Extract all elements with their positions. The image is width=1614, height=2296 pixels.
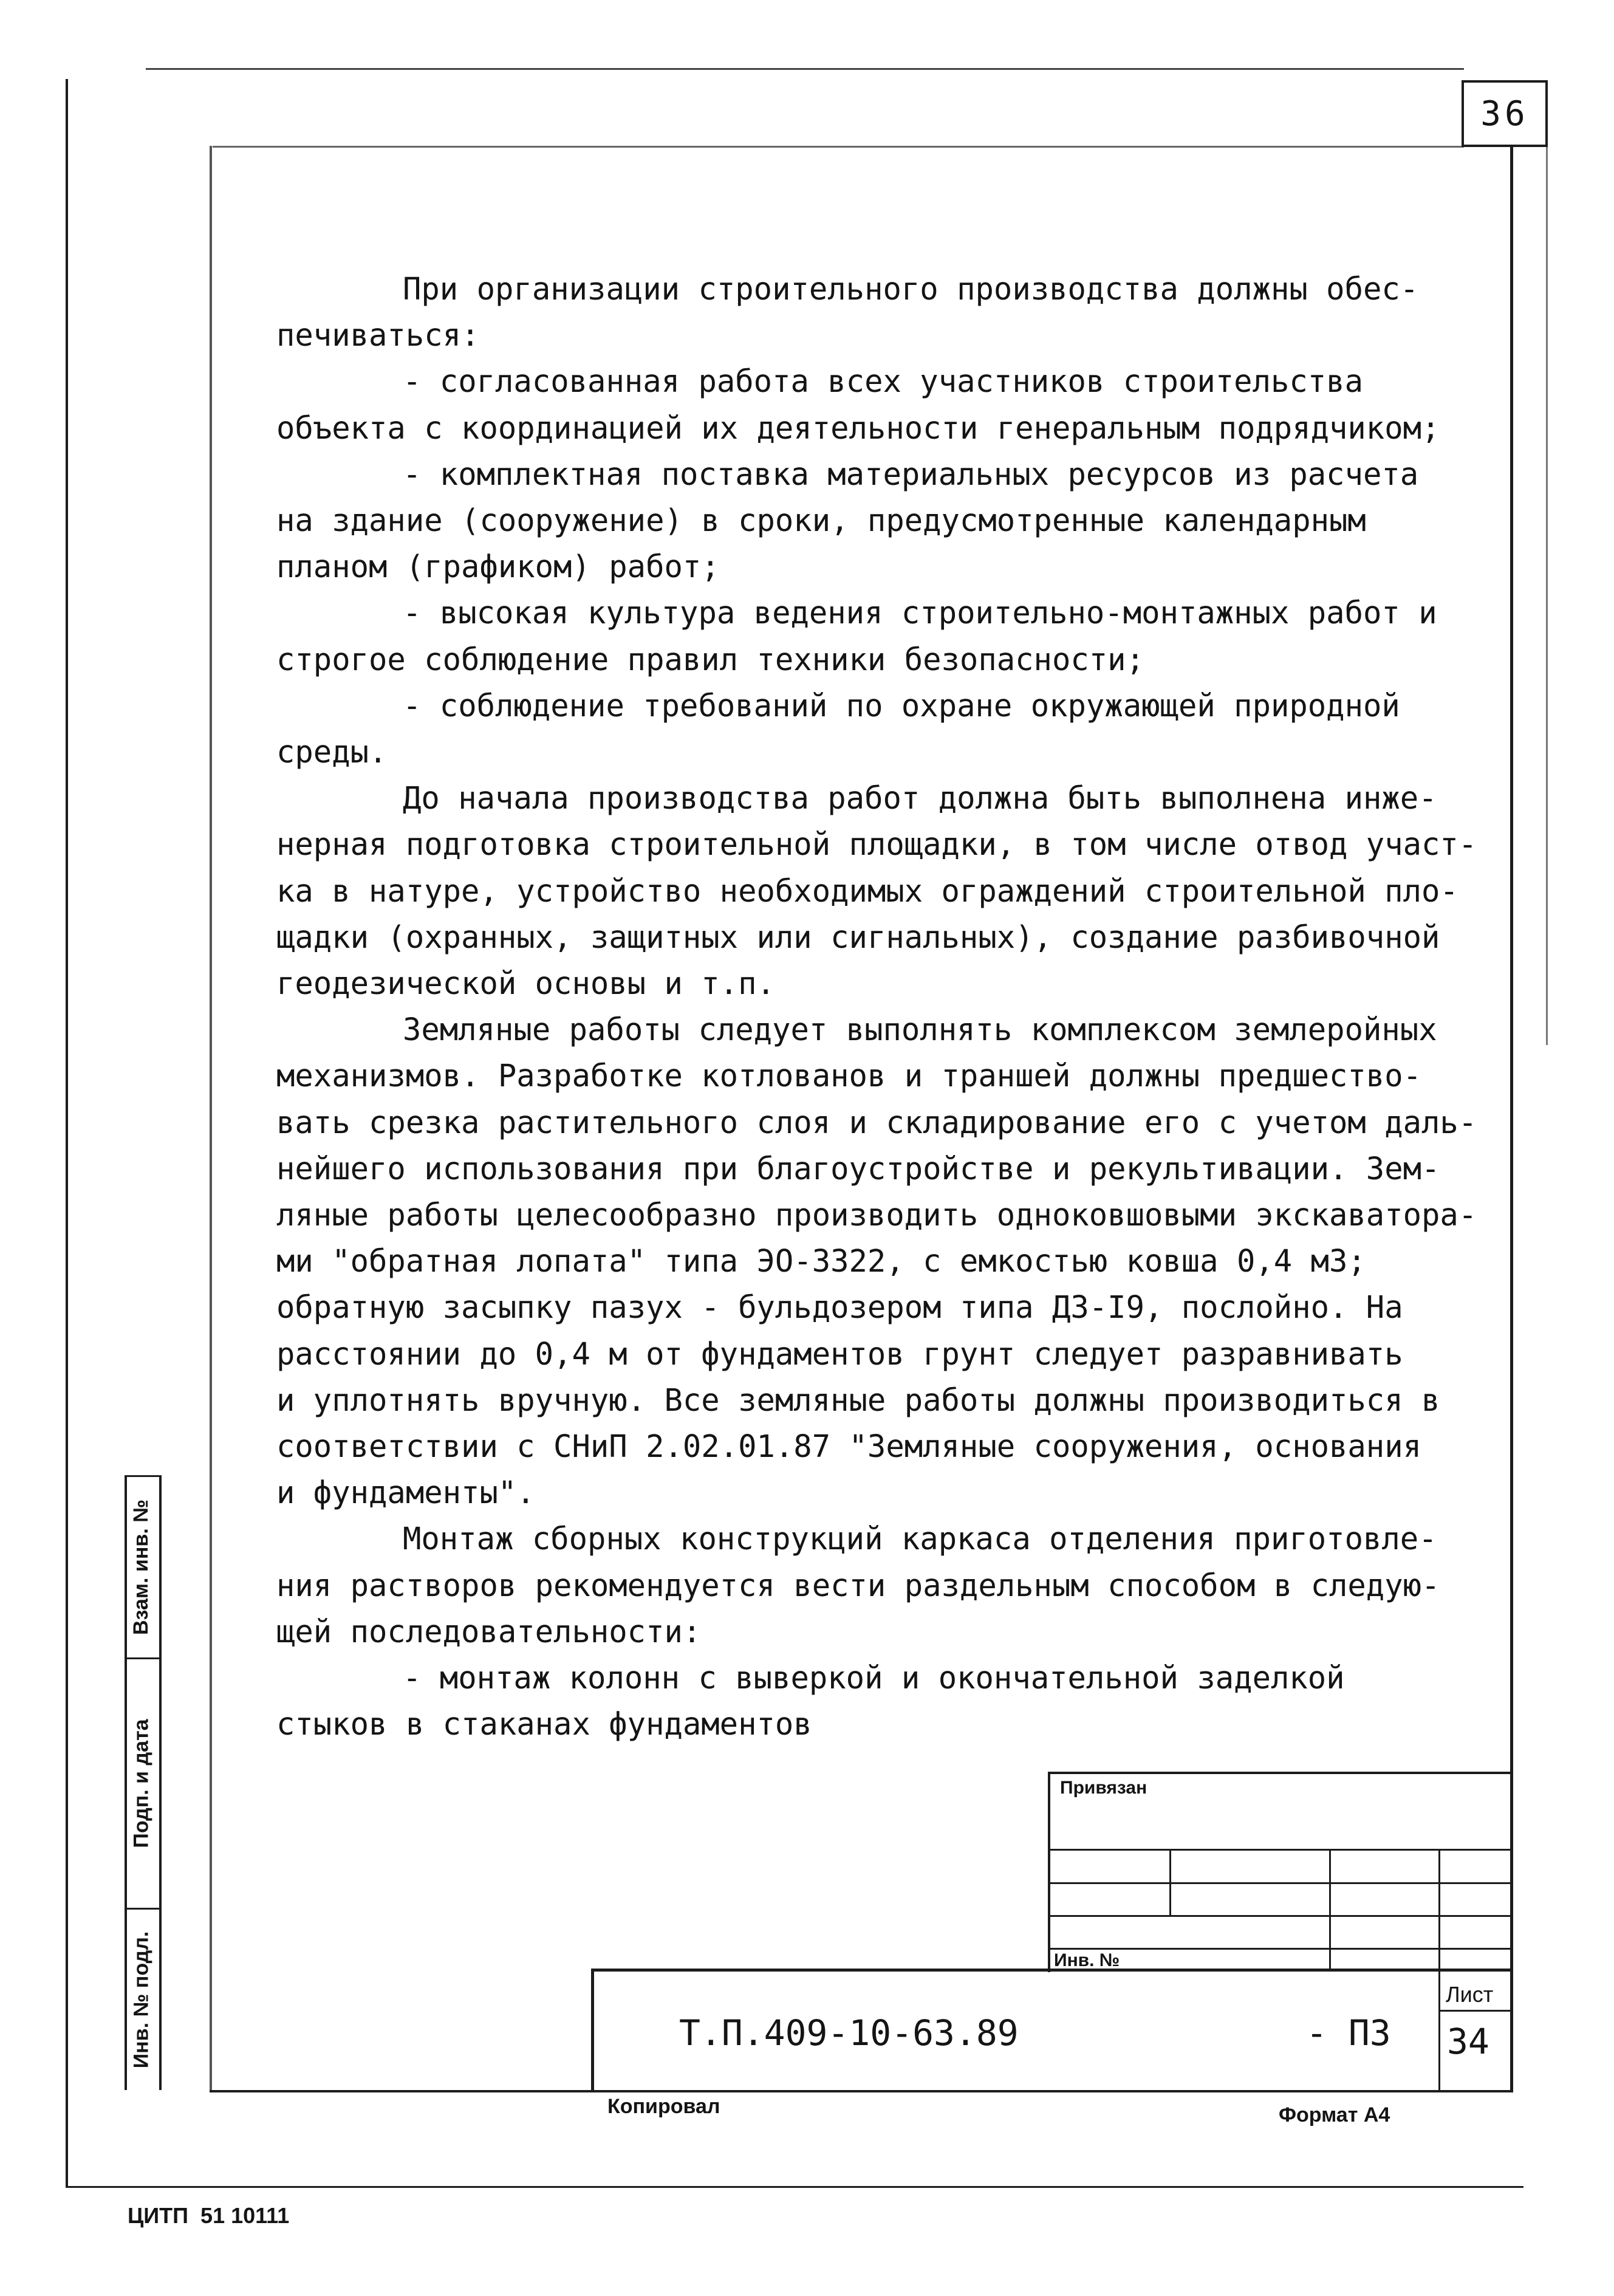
body-line: строгое соблюдение правил техники безопасности; [276,641,1144,677]
body-line: нейшего использования при благоустройстве и рекультивации. Зем- [276,1150,1440,1187]
left-inner-border [210,146,212,2090]
printer-code: ЦИТП 51 10111 [128,2203,290,2228]
page-bottom-line [66,2186,1523,2188]
body-line: щадки (охранных, защитных или сигнальных), создание разбивочной [276,919,1440,955]
sheet-label: Лист [1446,1982,1494,2007]
body-line: щей последовательности: [276,1613,702,1650]
tb-row-4 [1048,1948,1513,1950]
body-line: расстоянии до 0,4 м от фундаментов грунт следует разравнивать [276,1335,1403,1372]
copied-label: Копировал [607,2095,720,2118]
body-line: объекта с координацией их деятельности генеральным подрядчиком; [276,410,1440,446]
body-line: печиваться: [276,317,480,354]
body-line: среды. [276,734,388,770]
body-line: - согласованная работа всех участников строительства [403,363,1363,400]
body-line: ляные работы целесообразно производить одноковшовыми экскаватора- [276,1197,1477,1233]
sheet-value: 34 [1447,2021,1489,2062]
document-code: Т.П.409-10-63.89 [679,2012,1019,2054]
sheet-number: 36 [1480,94,1529,134]
top-frame-line [146,68,1464,70]
right-border [1510,147,1513,2091]
tb-row-2 [1048,1882,1513,1884]
stamp-inv-podl: Инв. № подл. [129,1931,153,2068]
stamp-vz-inv: Взам. инв. № [129,1499,153,1635]
tb-sheet-divider [1438,2010,1513,2012]
body-line: и уплотнять вручную. Все земляные работы должны производиться в [276,1382,1440,1418]
body-line: планом (графиком) работ; [276,549,720,585]
body-line: Монтаж сборных конструкций каркаса отделения приготовле- [403,1521,1437,1557]
stamp-top-line [125,1475,161,1477]
body-line: ния растворов рекомендуется вести раздельным способом в следую- [276,1567,1440,1603]
stamp-divider-1 [125,1657,161,1659]
body-line: - монтаж колонн с выверкой и окончательной заделкой [403,1660,1345,1696]
body-line: - комплектная поставка материальных ресурсов из расчета [403,456,1419,492]
body-text [276,266,1477,1748]
body-line: и фундаменты". [276,1475,535,1511]
body-line: геодезической основы и т.п. [276,965,775,1002]
stamp-divider-2 [125,1908,161,1910]
left-outer-border [66,79,68,2187]
body-line: - высокая культура ведения строительно-монтажных работ и [403,595,1437,631]
bottom-frame-line [210,2090,1513,2092]
body-line: механизмов. Разработке котлованов и траншей должны предшество- [276,1058,1422,1094]
tb-main-left [591,1969,594,2092]
stamp-sign-date: Подп. и дата [129,1718,153,1848]
tb-main-top [591,1969,1513,1972]
body-line: соответствии с СНиП 2.02.01.87 "Земляные сооружения, основания [276,1428,1422,1465]
body-line: До начала производства работ должна быть выполнена инже- [403,780,1437,817]
header-dash-line [213,146,1464,148]
body-line: Земляные работы следует выполнять комплексом землеройных [403,1012,1437,1048]
document-type: - ПЗ [1306,2012,1391,2054]
stamp-right-line [159,1475,162,2090]
tb-left-line [1048,1772,1050,1972]
body-line: на здание (сооружение) в сроки, предусмотренные календарным [276,502,1366,539]
body-line: При организации строительного производства должны обес- [403,271,1419,307]
body-line: вать срезка растительного слоя и складирование его с учетом даль- [276,1104,1477,1140]
right-edge-shadow [1546,146,1548,1045]
sheet-number-box [1462,80,1548,147]
body-line: - соблюдение требований по охране окружающей природной [403,687,1400,724]
tb-row-1 [1048,1849,1513,1851]
tb-row-3 [1048,1915,1513,1917]
body-line: обратную засыпку пазух - бульдозером типа ДЗ-I9, послойно. На [276,1289,1403,1326]
body-line: нерная подготовка строительной площадки, в том числе отвод участ- [276,826,1477,863]
privyazan-label: Привязан [1060,1778,1147,1798]
tb-col-2 [1329,1849,1331,1970]
body-line: ми "обратная лопата" типа ЭО-3322, с емкостью ковша 0,4 м3; [276,1243,1366,1280]
body-line: ка в натуре, устройство необходимых ограждений строительной пло- [276,872,1458,909]
body-line: стыков в стаканах фундаментов [276,1706,812,1743]
format-label: Формат А4 [1279,2103,1390,2126]
inv-no-label: Инв. № [1054,1950,1120,1970]
tb-col-1 [1169,1849,1171,1917]
tb-top-line [1048,1772,1513,1774]
